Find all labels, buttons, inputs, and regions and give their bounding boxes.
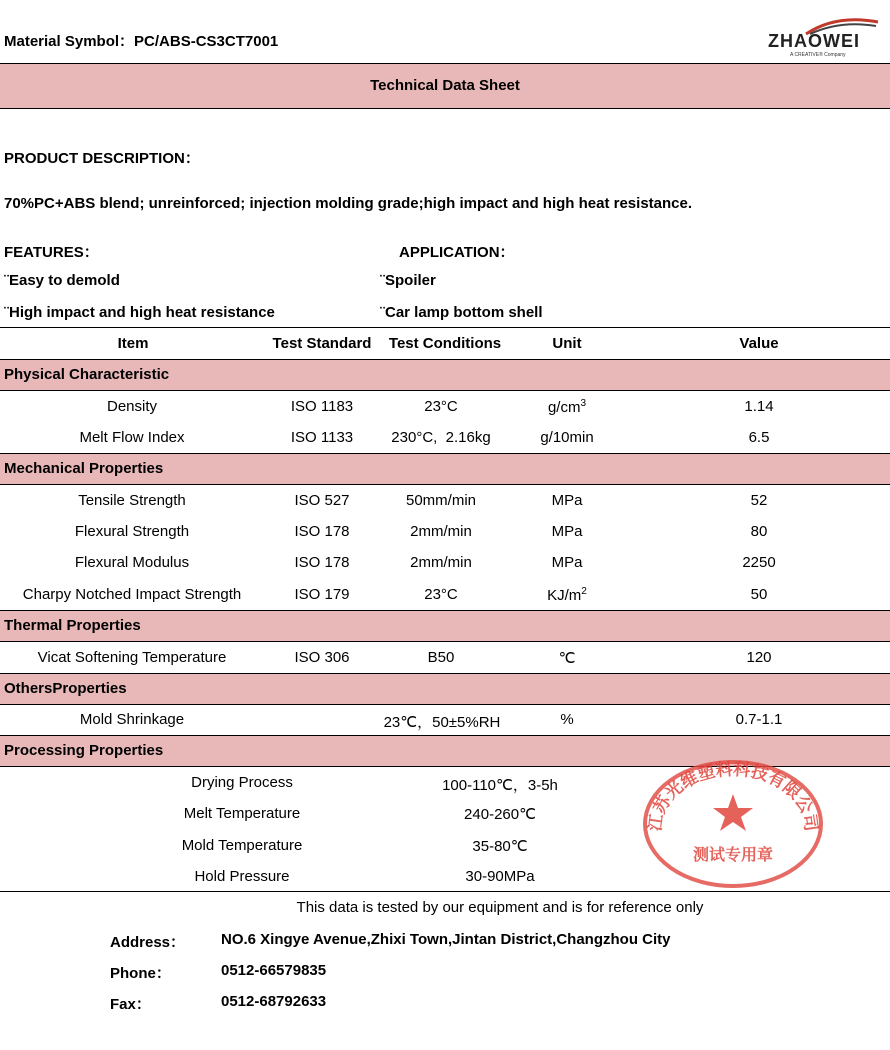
table-cell: 2mm/min <box>410 523 472 540</box>
table-cell: Density <box>106 398 158 415</box>
fax-label: Fax： <box>110 996 151 1013</box>
table-cell: 100-110℃，3-5h <box>442 777 558 794</box>
product-description-text: 70%PC+ABS blend; unreinforced; injection molding grade;high impact and high heat resistance. <box>4 195 693 212</box>
table-cell: Mold Temperature <box>181 837 303 854</box>
section-header: Processing Properties <box>0 735 890 767</box>
table-cell: ISO 306 <box>294 649 350 666</box>
table-cell: MPa <box>551 523 583 540</box>
table-cell: $g/cm^3$ <box>547 398 587 416</box>
table-cell: MPa <box>551 492 583 509</box>
table-cell: 2mm/min <box>410 554 472 571</box>
table-cell: ISO 1183 <box>290 398 354 415</box>
address-label: Address： <box>110 934 186 951</box>
table-cell: ISO 527 <box>294 492 350 509</box>
table-cell: Melt Flow Index <box>79 429 185 446</box>
table-cell: Flexural Modulus <box>74 554 190 571</box>
features-label: FEATURES： <box>4 244 99 261</box>
material-symbol: Material Symbol：PC/ABS-CS3CT7001 <box>4 33 279 50</box>
table-cell: 2250 <box>742 554 776 571</box>
fax-value: 0512-68792633 <box>221 993 327 1010</box>
table-cell: ISO 178 <box>294 523 350 540</box>
page-title: Technical Data Sheet <box>370 77 520 94</box>
company-logo <box>766 14 882 60</box>
table-cell: % <box>560 711 574 728</box>
col-header-test-standard: Test Standard <box>272 335 372 352</box>
section-header: OthersProperties <box>0 673 890 705</box>
col-header-unit: Unit <box>552 335 582 352</box>
phone-label: Phone： <box>110 965 171 982</box>
table-cell: 52 <box>750 492 768 509</box>
table-cell: B50 <box>427 649 455 666</box>
table-cell: 50mm/min <box>405 492 476 509</box>
section-header: Thermal Properties <box>0 610 890 642</box>
table-cell: ISO 178 <box>294 554 350 571</box>
table-cell: 240-260℃ <box>464 806 536 823</box>
col-header-item: Item <box>117 335 149 352</box>
table-cell: Mold Shrinkage <box>79 711 185 728</box>
table-cell: 23℃，50±5%RH <box>383 714 501 731</box>
application-item: ¨Car lamp bottom shell <box>380 304 543 321</box>
logo-subtitle: A CREATIVE® Company <box>790 52 846 58</box>
stamp-purpose-text: 测试专用章 <box>692 845 774 864</box>
section-header: Physical Characteristic <box>0 359 890 391</box>
table-cell: Melt Temperature <box>183 805 301 822</box>
table-cell: Drying Process <box>191 774 293 791</box>
table-cell: Tensile Strength <box>78 492 186 509</box>
table-cell: $KJ/m^2$ <box>547 586 587 604</box>
table-cell: ISO 1133 <box>290 429 354 446</box>
table-cell: 6.5 <box>748 429 770 446</box>
table-cell: Charpy Notched Impact Strength <box>22 586 242 603</box>
table-cell: MPa <box>551 554 583 571</box>
table-cell: 120 <box>746 649 772 666</box>
table-cell: Flexural Strength <box>74 523 190 540</box>
table-cell: Vicat Softening Temperature <box>37 649 227 666</box>
stamp-star-icon <box>713 794 753 831</box>
address-value: NO.6 Xingye Avenue,Zhixi Town,Jintan District,Changzhou City <box>221 931 671 948</box>
phone-value: 0512-66579835 <box>221 962 327 979</box>
company-seal-stamp <box>640 758 826 890</box>
table-cell: 230°C, 2.16kg <box>391 429 491 446</box>
table-cell: Hold Pressure <box>194 868 290 885</box>
table-cell: ℃ <box>558 650 576 667</box>
col-header-value: Value <box>739 335 779 352</box>
stamp-company-text: 江苏光维塑料科技有限公司 <box>645 759 821 833</box>
section-header: Mechanical Properties <box>0 453 890 485</box>
table-cell: 35-80℃ <box>472 838 528 855</box>
application-label: APPLICATION： <box>399 244 515 261</box>
table-cell: 0.7-1.1 <box>735 711 783 728</box>
table-cell: 23°C <box>424 398 458 415</box>
product-description-label: PRODUCT DESCRIPTION： <box>4 150 200 167</box>
disclaimer: This data is tested by our equipment and is for reference only <box>296 899 704 916</box>
table-cell: 50 <box>750 586 768 603</box>
table-cell: 1.14 <box>744 398 774 415</box>
feature-item: ¨High impact and high heat resistance <box>4 304 275 321</box>
feature-item: ¨Easy to demold <box>4 272 120 289</box>
application-item: ¨Spoiler <box>380 272 436 289</box>
table-cell: g/10min <box>540 429 594 446</box>
logo-text: ZHAOWEI <box>768 31 860 51</box>
col-header-test-conditions: Test Conditions <box>388 335 502 352</box>
table-cell: 30-90MPa <box>465 868 535 885</box>
table-cell: 23°C <box>424 586 458 603</box>
table-cell: ISO 179 <box>294 586 350 603</box>
table-cell: 80 <box>750 523 768 540</box>
